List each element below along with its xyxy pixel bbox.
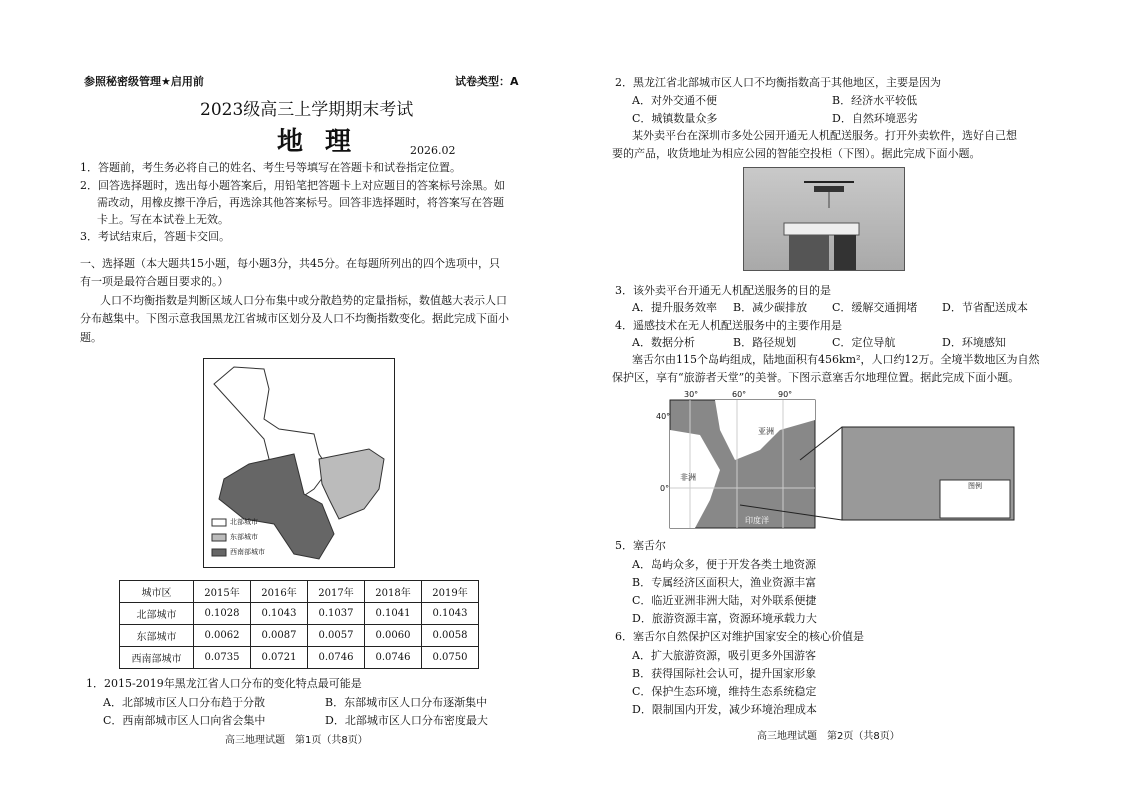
q4-option-c[interactable]: C．定位导航 xyxy=(832,336,896,349)
paper-type: 试卷类型：A xyxy=(455,75,519,88)
table-header-row xyxy=(120,581,479,603)
legend-east: 东部城市 xyxy=(230,533,258,541)
q2-option-b[interactable]: B．经济水平较低 xyxy=(832,94,918,107)
table-header: 2016年 xyxy=(251,581,308,603)
table-header: 2018年 xyxy=(365,581,422,603)
question-6-stem: 6．塞舌尔自然保护区对维护国家安全的核心价值是 xyxy=(615,630,864,643)
page-footer: 高三地理试题 第2页（共8页） xyxy=(757,731,900,742)
lon-90-label: 90° xyxy=(778,390,793,399)
q4-option-d[interactable]: D．环境感知 xyxy=(942,336,1006,349)
q3-option-b[interactable]: B．减少碳排放 xyxy=(733,301,808,314)
asia-label: 亚洲 xyxy=(758,427,774,436)
exam-date: 2026.02 xyxy=(410,144,456,157)
lon-30-label: 30° xyxy=(684,390,699,399)
drone-locker-photo xyxy=(743,167,905,271)
table-cell: 0.0062 xyxy=(194,625,251,647)
legend-southwest: 西南部城市 xyxy=(230,548,265,556)
table-cell: 0.0750 xyxy=(422,647,479,669)
heilongjiang-map xyxy=(203,358,395,568)
table-header: 2015年 xyxy=(194,581,251,603)
table-header: 2017年 xyxy=(308,581,365,603)
intro-text: 某外卖平台在深圳市多处公园开通无人机配送服务。打开外卖软件，选好自己想 xyxy=(632,129,1017,142)
table-cell: 0.1037 xyxy=(308,603,365,625)
q2-option-c[interactable]: C．城镇数量众多 xyxy=(632,112,718,125)
table-cell: 北部城市 xyxy=(120,603,194,625)
lon-60-label: 60° xyxy=(732,390,747,399)
intro-text: 塞舌尔由115个岛屿组成，陆地面积有456km²，人口约12万。全境半数地区为自然 xyxy=(632,353,1040,366)
seychelles-location-map xyxy=(640,390,1040,530)
africa-label: 非洲 xyxy=(680,473,696,482)
page-footer: 高三地理试题 第1页（共8页） xyxy=(225,735,368,746)
table-cell: 0.1041 xyxy=(365,603,422,625)
q3-option-a[interactable]: A．提升服务效率 xyxy=(632,301,717,314)
intro-text: 分布越集中。下图示意我国黑龙江省城市区划分及人口不均衡指数变化。据此完成下面小 xyxy=(80,312,509,325)
table-cell: 西南部城市 xyxy=(120,647,194,669)
intro-text: 要的产品，收货地址为相应公园的智能空投柜（下图）。据此完成下面小题。 xyxy=(612,147,981,160)
table-cell: 0.0057 xyxy=(308,625,365,647)
intro-text: 人口不均衡指数是判断区域人口分布集中或分散趋势的定量指标，数值越大表示人口 xyxy=(100,294,507,307)
q6-option-c[interactable]: C．保护生态环境，维持生态系统稳定 xyxy=(632,685,817,698)
population-index-table xyxy=(119,580,479,669)
table-header: 城市区 xyxy=(120,581,194,603)
instruction: 2．回答选择题时，选出每小题答案后，用铅笔把答题卡上对应题目的答案标号涂黑。如 xyxy=(80,179,505,192)
table-cell: 0.0060 xyxy=(365,625,422,647)
table-cell: 0.0735 xyxy=(194,647,251,669)
q5-option-c[interactable]: C．临近亚洲非洲大陆，对外联系便捷 xyxy=(632,594,817,607)
q4-option-b[interactable]: B．路径规划 xyxy=(733,336,797,349)
q1-option-a[interactable]: A．北部城市区人口分布趋于分散 xyxy=(103,696,265,709)
table-row xyxy=(120,647,479,669)
q6-option-b[interactable]: B．获得国际社会认可，提升国家形象 xyxy=(632,667,817,680)
q5-option-b[interactable]: B．专属经济区面积大，渔业资源丰富 xyxy=(632,576,817,589)
table-header: 2019年 xyxy=(422,581,479,603)
q2-option-d[interactable]: D．自然环境恶劣 xyxy=(832,112,918,125)
q2-option-a[interactable]: A．对外交通不便 xyxy=(632,94,717,107)
question-2-stem: 2．黑龙江省北部城市区人口不均衡指数高于其他地区，主要是因为 xyxy=(615,76,941,89)
map-legend-title: 图例 xyxy=(968,482,982,490)
intro-text: 题。 xyxy=(80,331,102,344)
question-5-stem: 5．塞舌尔 xyxy=(615,539,666,552)
exam-title: 2023级高三上学期期末考试 xyxy=(200,100,414,120)
legend-north: 北部城市 xyxy=(230,518,258,526)
question-4-stem: 4．遥感技术在无人机配送服务中的主要作用是 xyxy=(615,319,842,332)
instruction: 需改动，用橡皮擦干净后，再选涂其他答案标号。回答非选择题时，将答案写在答题 xyxy=(97,196,504,209)
table-cell: 东部城市 xyxy=(120,625,194,647)
table-cell: 0.0721 xyxy=(251,647,308,669)
question-1-stem: 1．2015-2019年黑龙江省人口分布的变化特点最可能是 xyxy=(86,677,362,690)
table-cell: 0.0746 xyxy=(308,647,365,669)
table-cell: 0.0746 xyxy=(365,647,422,669)
confidentiality-label: 参照秘密级管理★启用前 xyxy=(84,75,204,88)
table-cell: 0.0087 xyxy=(251,625,308,647)
table-row xyxy=(120,625,479,647)
instruction: 卡上。写在本试卷上无效。 xyxy=(97,213,229,226)
q3-option-d[interactable]: D．节省配送成本 xyxy=(942,301,1028,314)
lat-0-label: 0° xyxy=(660,484,670,493)
question-3-stem: 3．该外卖平台开通无人机配送服务的目的是 xyxy=(615,284,831,297)
q1-option-d[interactable]: D．北部城市区人口分布密度最大 xyxy=(325,714,488,727)
instruction: 1．答题前，考生务必将自己的姓名、考生号等填写在答题卡和试卷指定位置。 xyxy=(80,161,461,174)
q5-option-d[interactable]: D．旅游资源丰富，资源环境承载力大 xyxy=(632,612,817,625)
instruction: 3．考试结束后，答题卡交回。 xyxy=(80,230,230,243)
indian-ocean-label: 印度洋 xyxy=(745,516,769,525)
table-cell: 0.1028 xyxy=(194,603,251,625)
q5-option-a[interactable]: A．岛屿众多，便于开发各类土地资源 xyxy=(632,558,816,571)
table-row xyxy=(120,603,479,625)
intro-text: 保护区，享有“旅游者天堂”的美誉。下图示意塞舌尔地理位置。据此完成下面小题。 xyxy=(612,371,1020,384)
section-heading: 有一项是最符合题目要求的。） xyxy=(80,275,229,288)
q6-option-a[interactable]: A．扩大旅游资源，吸引更多外国游客 xyxy=(632,649,816,662)
q1-option-c[interactable]: C．西南部城市区人口向省会集中 xyxy=(103,714,266,727)
table-cell: 0.0058 xyxy=(422,625,479,647)
subject-title: 地理 xyxy=(277,127,374,157)
q1-option-b[interactable]: B．东部城市区人口分布逐渐集中 xyxy=(325,696,488,709)
table-cell: 0.1043 xyxy=(251,603,308,625)
section-heading: 一、选择题（本大题共15小题，每小题3分，共45分。在每题所列出的四个选项中，只 xyxy=(80,257,500,270)
q6-option-d[interactable]: D．限制国内开发，减少环境治理成本 xyxy=(632,703,817,716)
q3-option-c[interactable]: C．缓解交通拥堵 xyxy=(832,301,918,314)
lat-40-label: 40° xyxy=(656,412,671,421)
table-cell: 0.1043 xyxy=(422,603,479,625)
q4-option-a[interactable]: A．数据分析 xyxy=(632,336,695,349)
